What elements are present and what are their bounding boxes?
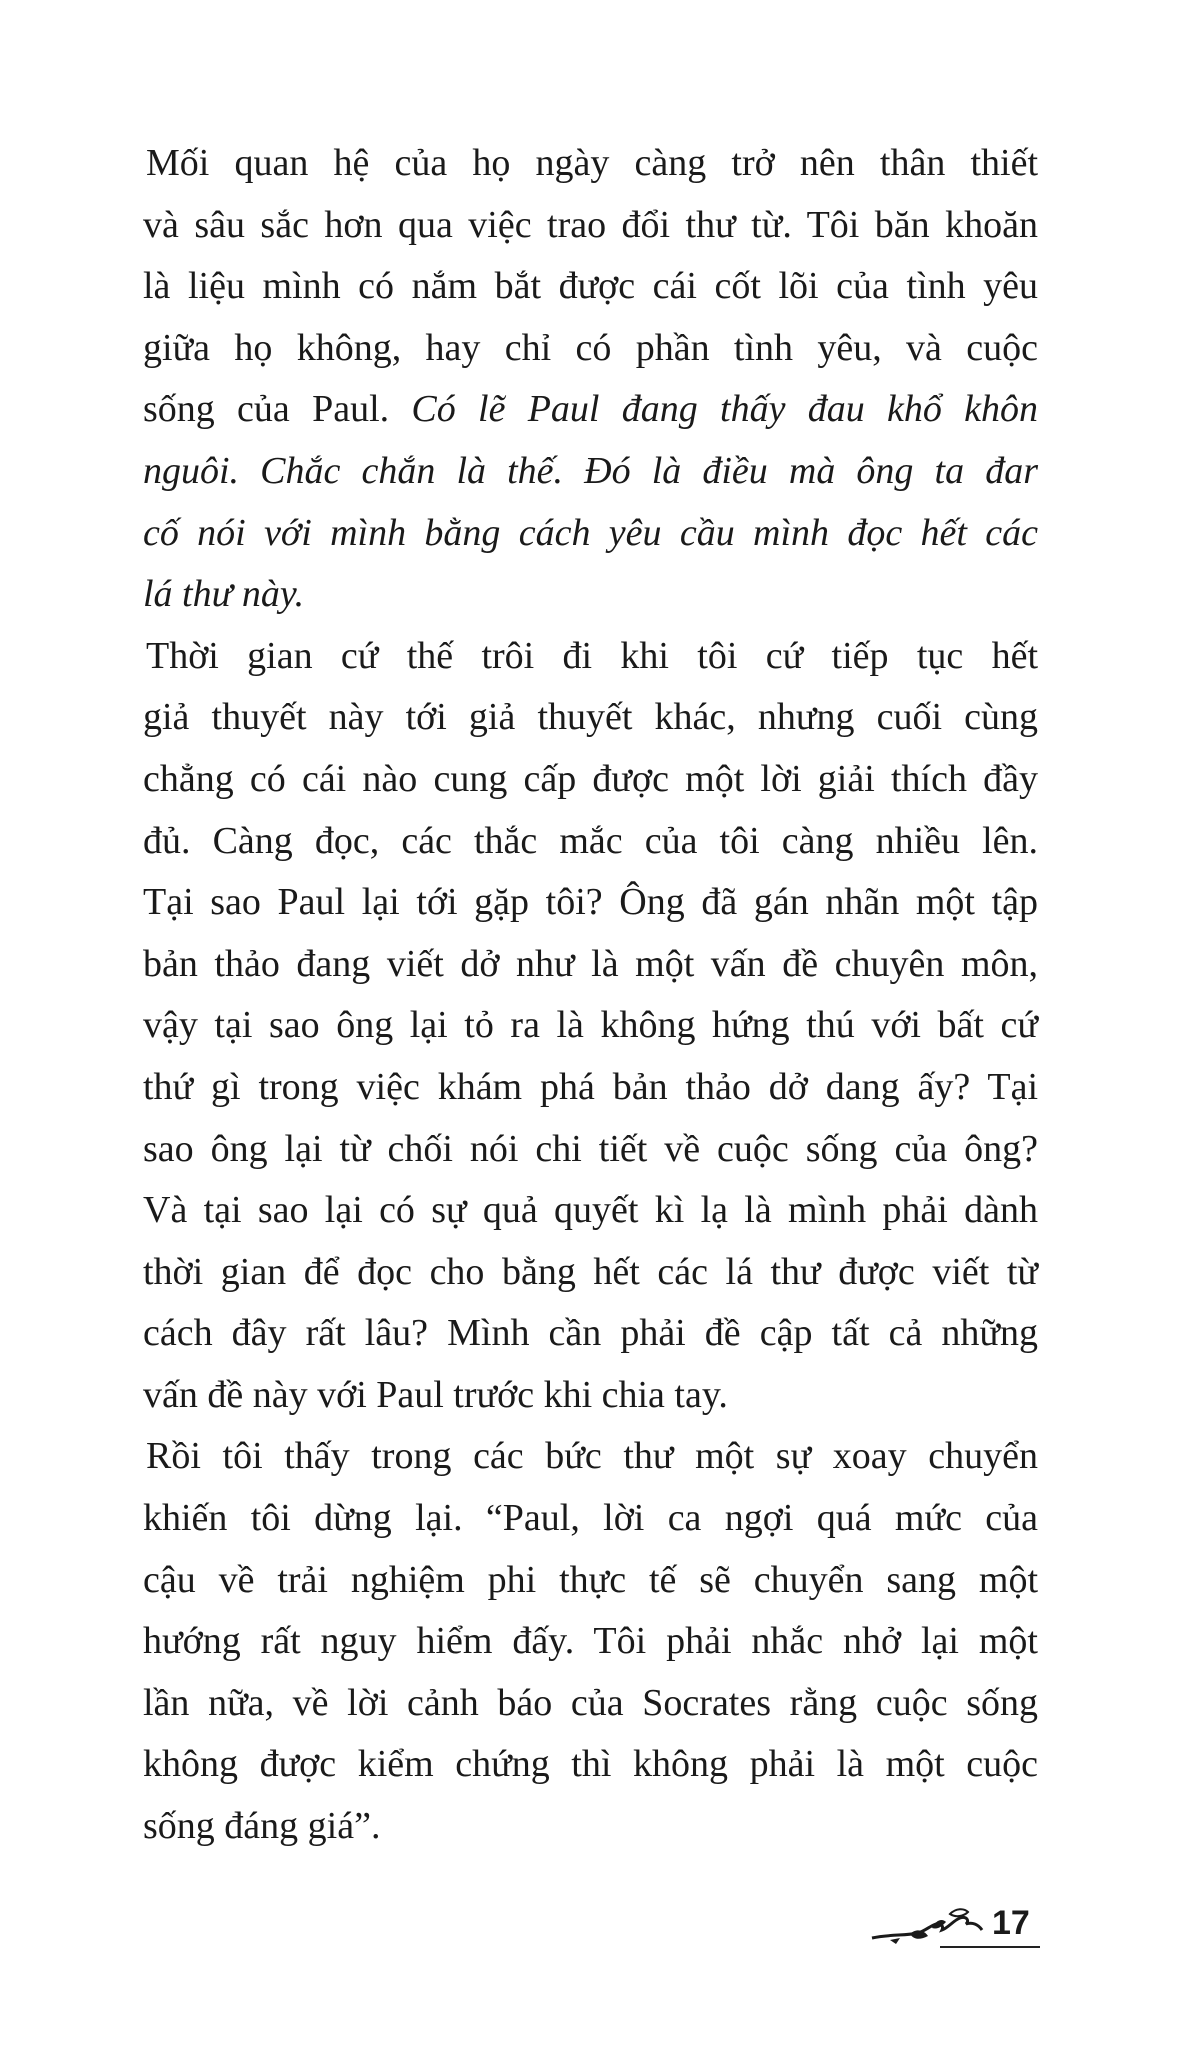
text-run: và sâu sắc hơn qua việc trao đổi thư từ. Tôi băn khoăn: [143, 203, 1038, 246]
text-run: cậu về trải nghiệm phi thực tế sẽ chuyển sang một: [143, 1558, 1038, 1601]
italic-text: Có lẽ Paul đang thấy đau khổ khôn: [411, 388, 1039, 431]
text-run: vậy tại sao ông lại tỏ ra là không hứng thú với bất cứ: [143, 1004, 1038, 1047]
italic-text: lá thư này.: [143, 573, 305, 616]
text-run: Rồi tôi thấy trong các bức thư một sự xoay chuyển: [146, 1435, 1038, 1478]
text-line: [143, 379, 1038, 441]
paragraph: [143, 626, 1038, 1427]
text-line: [143, 441, 1038, 503]
text-line: [143, 687, 1038, 749]
text-run: Và tại sao lại có sự quả quyết kì lạ là mình phải dành: [143, 1189, 1038, 1232]
text-run: thời gian để đọc cho bằng hết các lá thư được viết từ: [143, 1250, 1038, 1293]
text-line: [143, 564, 1038, 626]
page-number-rule: [940, 1946, 1040, 1948]
text-run: lần nữa, về lời cảnh báo của Socrates rằng cuộc sống: [143, 1681, 1038, 1724]
text-line: [143, 1365, 1038, 1427]
italic-text: cố nói với mình bằng cách yêu cầu mình đọc hết các: [143, 511, 1038, 554]
text-line: [143, 1057, 1038, 1119]
text-line: [143, 503, 1038, 565]
bird-ornament-icon: [870, 1900, 990, 1950]
text-line: [143, 1242, 1038, 1304]
text-line: [143, 1673, 1038, 1735]
text-run: Thời gian cứ thế trôi đi khi tôi cứ tiếp tục hết: [146, 634, 1038, 677]
page-footer: [870, 1900, 1040, 1950]
text-line: [143, 1550, 1038, 1612]
text-line: [143, 934, 1038, 996]
text-run: đủ. Càng đọc, các thắc mắc của tôi càng nhiều lên.: [143, 819, 1038, 862]
text-line: [143, 1488, 1038, 1550]
text-run: sống của Paul.: [143, 388, 412, 431]
text-line: [143, 133, 1038, 195]
text-line: [143, 1734, 1038, 1796]
body-text: [143, 133, 1038, 1858]
text-run: thứ gì trong việc khám phá bản thảo dở dang ấy? Tại: [143, 1065, 1038, 1108]
text-run: là liệu mình có nắm bắt được cái cốt lõi của tình yêu: [143, 265, 1038, 308]
text-run: giả thuyết này tới giả thuyết khác, nhưng cuối cùng: [143, 696, 1038, 739]
text-line: [143, 1426, 1038, 1488]
text-run: Mối quan hệ của họ ngày càng trở nên thân thiết: [146, 142, 1038, 184]
text-line: [143, 1303, 1038, 1365]
text-line: [143, 1119, 1038, 1181]
text-line: [143, 1180, 1038, 1242]
text-line: [143, 256, 1038, 318]
page-number: 17: [992, 1904, 1030, 1942]
text-line: [143, 749, 1038, 811]
text-run: cách đây rất lâu? Mình cần phải đề cập tất cả những: [143, 1312, 1038, 1355]
text-run: sống đáng giá”.: [143, 1805, 381, 1848]
text-line: [143, 318, 1038, 380]
paragraph: [143, 1426, 1038, 1857]
italic-text: nguôi. Chắc chắn là thế. Đó là điều mà ông ta đar: [143, 449, 1038, 492]
text-run: bản thảo đang viết dở như là một vấn đề chuyên môn,: [143, 942, 1038, 985]
text-run: hướng rất nguy hiểm đấy. Tôi phải nhắc nhở lại một: [143, 1620, 1038, 1663]
text-run: sao ông lại từ chối nói chi tiết về cuộc sống của ông?: [143, 1127, 1038, 1170]
text-line: [143, 872, 1038, 934]
text-line: [143, 1796, 1038, 1858]
text-line: [143, 626, 1038, 688]
text-line: [143, 811, 1038, 873]
text-line: [143, 1611, 1038, 1673]
text-run: khiến tôi dừng lại. “Paul, lời ca ngợi quá mức của: [143, 1497, 1038, 1540]
text-line: [143, 995, 1038, 1057]
paragraph: [143, 133, 1038, 626]
text-run: vấn đề này với Paul trước khi chia tay.: [143, 1373, 728, 1416]
text-run: giữa họ không, hay chỉ có phần tình yêu, và cuộc: [143, 326, 1038, 369]
text-run: không được kiểm chứng thì không phải là một cuộc: [143, 1743, 1038, 1786]
text-run: Tại sao Paul lại tới gặp tôi? Ông đã gán nhãn một tập: [143, 881, 1038, 924]
text-run: chẳng có cái nào cung cấp được một lời giải thích đầy: [143, 757, 1038, 800]
text-line: [143, 195, 1038, 257]
